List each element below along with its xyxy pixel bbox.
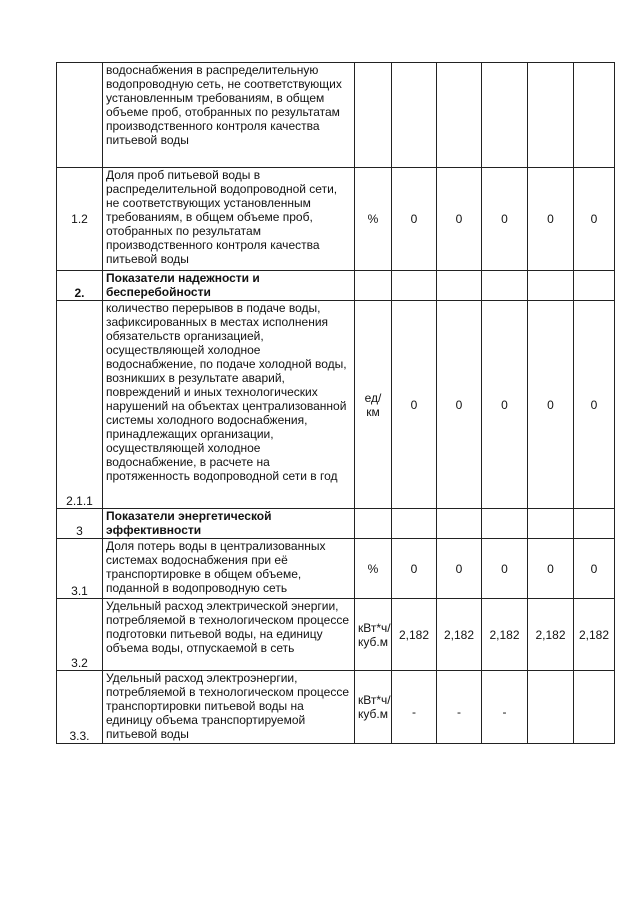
row-number: 2.1.1 xyxy=(57,301,103,509)
value-cell: 0 xyxy=(437,539,482,599)
value-cell xyxy=(574,63,615,168)
value-cell: - xyxy=(482,671,528,744)
value-cell: 2,182 xyxy=(392,599,437,671)
unit-cell: % xyxy=(355,168,392,271)
value-cell: 0 xyxy=(528,301,574,509)
section-title: Показатели энергетической эффективности xyxy=(103,509,355,539)
section-number: 3 xyxy=(57,509,103,539)
value-cell: 2,182 xyxy=(437,599,482,671)
value-cell xyxy=(392,509,437,539)
section-number: 2. xyxy=(57,271,103,301)
value-cell xyxy=(437,509,482,539)
indicator-description: Доля потерь воды в централизованных системах водоснабжения при её транспортировке в общем объеме, поданной в водопроводную сеть xyxy=(103,539,355,599)
table-row xyxy=(57,63,615,168)
value-cell xyxy=(392,63,437,168)
value-cell: 0 xyxy=(392,301,437,509)
table-row xyxy=(57,271,615,301)
value-cell: 0 xyxy=(392,539,437,599)
indicator-description: Удельный расход электрической энергии, потребляемой в технологическом процессе подготовки питьевой воды, на единицу объема воды, отпускаемой в сеть xyxy=(103,599,355,671)
value-cell: 0 xyxy=(392,168,437,271)
table-row xyxy=(57,509,615,539)
section-title: Показатели надежности и бесперебойности xyxy=(103,271,355,301)
table-row xyxy=(57,599,615,671)
value-cell: 0 xyxy=(574,168,615,271)
value-cell: 0 xyxy=(482,539,528,599)
unit-cell xyxy=(355,509,392,539)
table-row xyxy=(57,671,615,744)
value-cell: 0 xyxy=(482,301,528,509)
value-cell: 0 xyxy=(482,168,528,271)
value-cell: 2,182 xyxy=(574,599,615,671)
value-cell: 2,182 xyxy=(528,599,574,671)
value-cell xyxy=(528,509,574,539)
value-cell: - xyxy=(437,671,482,744)
value-cell xyxy=(437,271,482,301)
value-cell: - xyxy=(392,671,437,744)
value-cell: 0 xyxy=(437,301,482,509)
unit-cell: ед/км xyxy=(355,301,392,509)
unit-cell xyxy=(355,271,392,301)
unit-cell xyxy=(355,63,392,168)
row-number: 3.1 xyxy=(57,539,103,599)
table-row xyxy=(57,301,615,509)
value-cell xyxy=(482,63,528,168)
value-cell xyxy=(437,63,482,168)
value-cell: 0 xyxy=(574,539,615,599)
unit-cell: % xyxy=(355,539,392,599)
unit-cell: кВт*ч/куб.м xyxy=(355,599,392,671)
indicators-table xyxy=(56,62,615,744)
value-cell xyxy=(528,271,574,301)
table-row xyxy=(57,168,615,271)
indicator-description: Доля проб питьевой воды в распределительной водопроводной сети, не соответствующих установленным требованиям, в общем объеме проб, отобранных по результатам производственного контроля качества питьевой воды xyxy=(103,168,355,271)
value-cell: 0 xyxy=(528,539,574,599)
value-cell xyxy=(528,671,574,744)
value-cell: 2,182 xyxy=(482,599,528,671)
row-number: 1.2 xyxy=(57,168,103,271)
row-number: 3.3. xyxy=(57,671,103,744)
value-cell xyxy=(482,271,528,301)
unit-cell: кВт*ч/куб.м xyxy=(355,671,392,744)
value-cell: 0 xyxy=(528,168,574,271)
value-cell xyxy=(482,509,528,539)
value-cell xyxy=(392,271,437,301)
value-cell xyxy=(528,63,574,168)
value-cell: 0 xyxy=(574,301,615,509)
row-number: 3.2 xyxy=(57,599,103,671)
value-cell: 0 xyxy=(437,168,482,271)
indicator-description: Удельный расход электроэнергии, потребляемой в технологическом процессе транспортировки питьевой воды на единицу объема транспортируемой питьевой воды xyxy=(103,671,355,744)
table-row xyxy=(57,539,615,599)
row-number xyxy=(57,63,103,168)
indicator-description: водоснабжения в распределительную водопроводную сеть, не соответствующих установленным требованиям, в общем объеме проб, отобранных по результатам производственного контроля качества питьевой воды xyxy=(103,63,355,168)
value-cell xyxy=(574,671,615,744)
value-cell xyxy=(574,271,615,301)
value-cell xyxy=(574,509,615,539)
indicator-description: количество перерывов в подаче воды, зафиксированных в местах исполнения обязательств организацией, осуществляющей холодное водоснабжение, по подаче холодной воды, возникших в результате аварий, повреждений и иных технологических нарушений на объектах централизованной системы холодного водоснабжения, принадлежащих организации, осуществляющей холодное водоснабжение, в расчете на протяженность водопроводной сети в год xyxy=(103,301,355,509)
